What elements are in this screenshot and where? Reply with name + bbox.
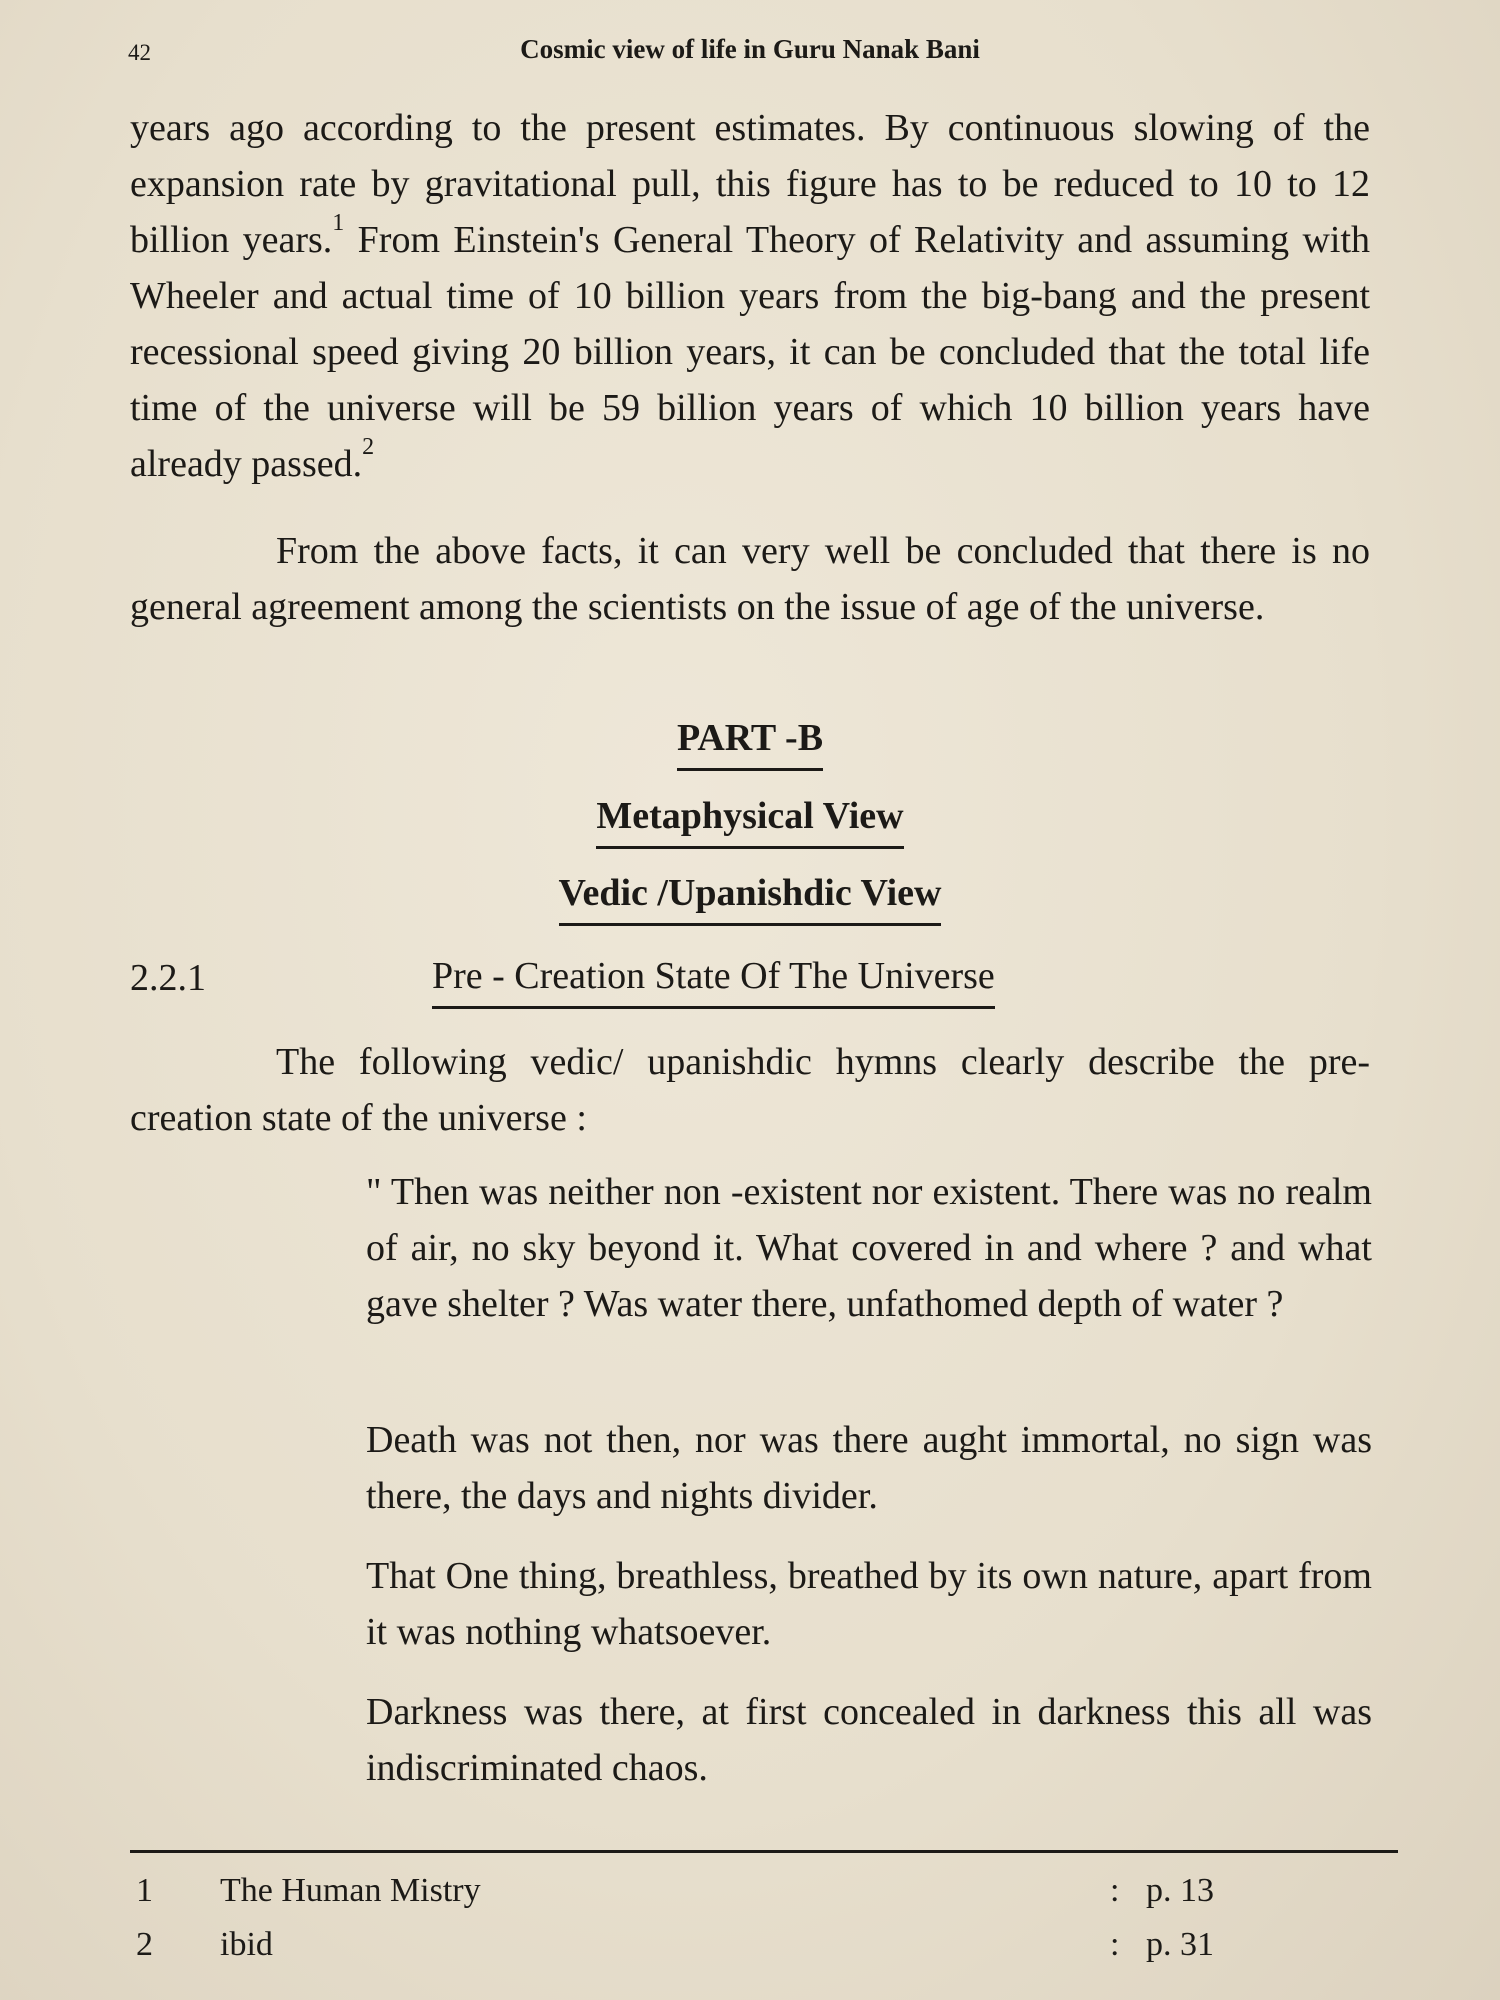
footnote-colon: :	[1110, 1872, 1120, 1909]
footnote-source: The Human Mistry	[220, 1872, 481, 1909]
metaphysical-heading-text: Metaphysical View	[596, 794, 903, 849]
vedic-heading	[0, 871, 1500, 926]
footnote-ref: 2	[362, 434, 375, 460]
footnote-page: p. 31	[1146, 1926, 1214, 1963]
part-heading-text: PART -B	[677, 716, 823, 771]
footnote-source: ibid	[220, 1926, 273, 1963]
paragraph-text: years ago according to the present estimates. By continuous slowing of the expansion rate by gravitational pull, this figure has to be reduced to 10 to 12 billion years.	[130, 107, 1370, 261]
footnote-number: 2	[136, 1926, 153, 1963]
hymn-stanza: That One thing, breathless, breathed by its own nature, apart from it was nothing whatsoever.	[366, 1555, 1372, 1653]
paragraph-text: From Einstein's General Theory of Relativity and assuming with Wheeler and actual time of 10 billion years from the big-bang and the present recessional speed giving 20 billion years, it can be concluded that the total life time of the universe will be 59 billion years of which 10 billion years have already passed.	[130, 219, 1371, 485]
hymn-stanza: Darkness was there, at first concealed in darkness this all was indiscriminated chaos.	[366, 1691, 1372, 1789]
page-number: 42	[128, 40, 151, 65]
part-heading	[0, 716, 1500, 771]
footnote-colon: :	[1110, 1926, 1120, 1963]
section-title: Pre - Creation State Of The Universe	[432, 954, 995, 1009]
paragraph-conclusion: From the above facts, it can very well be concluded that there is no general agreement among the scientists on the issue of age of the universe.	[130, 530, 1370, 628]
vedic-heading-text: Vedic /Upanishdic View	[559, 871, 942, 926]
section-number: 2.2.1	[130, 957, 206, 999]
paragraph-hymn-intro: The following vedic/ upanishdic hymns clearly describe the pre-creation state of the universe :	[130, 1041, 1370, 1139]
running-title: Cosmic view of life in Guru Nanak Bani	[520, 34, 980, 64]
paragraph-age-estimates	[130, 100, 1370, 492]
metaphysical-heading	[0, 794, 1500, 849]
footnote-number: 1	[136, 1872, 153, 1909]
hymn-stanza: " Then was neither non -existent nor existent. There was no realm of air, no sky beyond it. What covered in and where ? and what gave shelter ? Was water there, unfathomed depth of water ?	[366, 1171, 1372, 1325]
footnote-divider	[130, 1850, 1398, 1853]
footnote	[130, 1866, 1230, 1916]
footnote	[130, 1920, 1230, 1970]
footnote-ref: 1	[332, 210, 345, 236]
footnote-page: p. 13	[1146, 1872, 1214, 1909]
hymn-stanza: Death was not then, nor was there aught immortal, no sign was there, the days and nights divider.	[366, 1419, 1372, 1517]
